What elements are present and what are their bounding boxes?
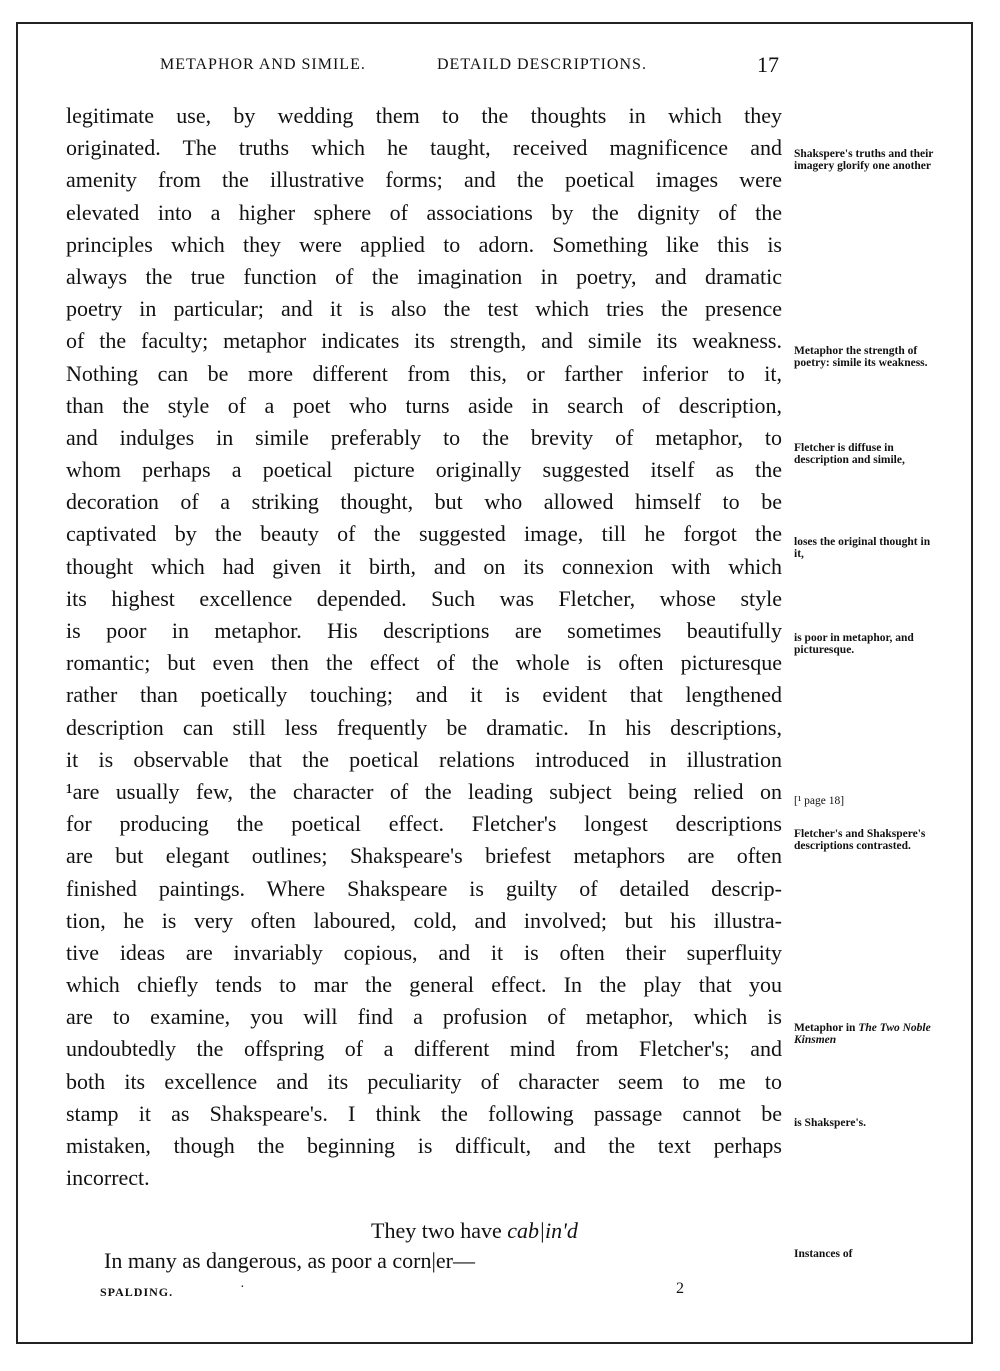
text-line: incorrect. [66,1165,150,1191]
text-line: ¹are usually few, the character of the leading subject being relied on [66,778,782,804]
verse-line: In many as dangerous, as poor a corn|er— [104,1248,475,1273]
verse-line [371,1218,578,1244]
text-line: finished paintings. Where Shakspeare is guilty of detailed descrip- [66,875,782,901]
text-line: both its excellence and its peculiarity of character seem to me to [66,1068,782,1094]
text-line: legitimate use, by wedding them to the thoughts in which they [66,103,782,128]
text-line: rather than poetically touching; and it is evident that lengthened [66,682,782,708]
text-line: tive ideas are invariably copious, and it is often their superfluity [66,939,782,965]
text-line: mistaken, though the beginning is difficult, and the text perhaps [66,1133,782,1158]
text-line: romantic; but even then the effect of the whole is often picturesque [66,650,782,676]
signature-dot: · [240,1280,245,1295]
text-line: which chiefly tends to mar the general effect. In the play that you [66,972,782,998]
sidenote-part: Metaphor in [794,1022,856,1034]
text-line: originated. The truths which he taught, received magnificence and [66,135,782,161]
text-line: Nothing can be more different from this, or farther inferior to it, [66,360,782,386]
sidenote-page-ref: [¹ page 18] [794,795,845,807]
text-line: of the faculty; metaphor indicates its strength, and simile its weakness. [66,328,782,354]
text-line: tion, he is very often laboured, cold, and involved; but his illustra- [66,907,782,933]
sidenote: is poor in metaphor, and picturesque. [794,632,914,656]
sidenote: Metaphor the strength of poetry: simile its weakness. [794,345,928,369]
sidenote: Instances of [794,1248,853,1260]
text-line: stamp it as Shakspeare's. I think the following passage cannot be [66,1100,782,1126]
signature-mark: SPALDING. [100,1285,174,1299]
text-line: description can still less frequently be dramatic. In his descriptions, [66,714,782,740]
sidenote: loses the original thought in it, [794,536,931,560]
text-line: are to examine, you will find a profusion of metaphor, which is [66,1004,782,1030]
text-line: always the true function of the imagination in poetry, and dramatic [66,263,782,289]
running-head-right: DETAILD DESCRIPTIONS. [437,56,647,73]
text-line: its highest excellence depended. Such was Fletcher, whose style [66,585,782,611]
text-line: elevated into a higher sphere of associations by the dignity of the [66,199,782,225]
text-line: and indulges in simile preferably to the brevity of metaphor, to [66,424,782,450]
text-line: poetry in particular; and it is also the test which tries the presence [66,296,782,322]
sidenote: is Shakspere's. [794,1117,867,1129]
text-line: are but elegant outlines; Shakspeare's briefest metaphors are often [66,843,782,869]
text-line: decoration of a striking thought, but who allowed himself to be [66,489,782,515]
signature-number: 2 [676,1280,684,1297]
sidenote: Fletcher is diffuse in description and simile, [794,442,905,466]
text-line: amenity from the illustrative forms; and the poetical images were [66,167,782,193]
sidenote-play-title: The Two Noble Kinsmen [794,1022,931,1046]
running-head-left: METAPHOR AND SIMILE. [160,56,366,73]
sidenote: Fletcher's and Shakspere's descriptions contrasted. [794,828,926,852]
sidenote [794,1022,934,1046]
text-line: principles which they were applied to adorn. Something like this is [66,231,782,257]
text-line: captivated by the beauty of the suggested image, till he forgot the [66,521,782,547]
verse-text: They two have [371,1218,508,1243]
body-text [66,100,782,1194]
text-line: thought which had given it birth, and on its connexion with which [66,553,782,579]
text-line: for producing the poetical effect. Fletcher's longest descriptions [66,811,782,837]
text-line: whom perhaps a poetical picture originally suggested itself as the [66,457,782,483]
text-line: is poor in metaphor. His descriptions are sometimes beautifully [66,618,782,643]
text-line: it is observable that the poetical relations introduced in illustration [66,746,782,772]
sidenote: Shakspere's truths and their imagery glorify one another [794,148,934,172]
verse-emended-word: cab|in'd [507,1218,578,1243]
text-line: undoubtedly the offspring of a different mind from Fletcher's; and [66,1036,782,1062]
text-line: than the style of a poet who turns aside in search of description, [66,392,782,418]
page-number: 17 [757,52,779,77]
